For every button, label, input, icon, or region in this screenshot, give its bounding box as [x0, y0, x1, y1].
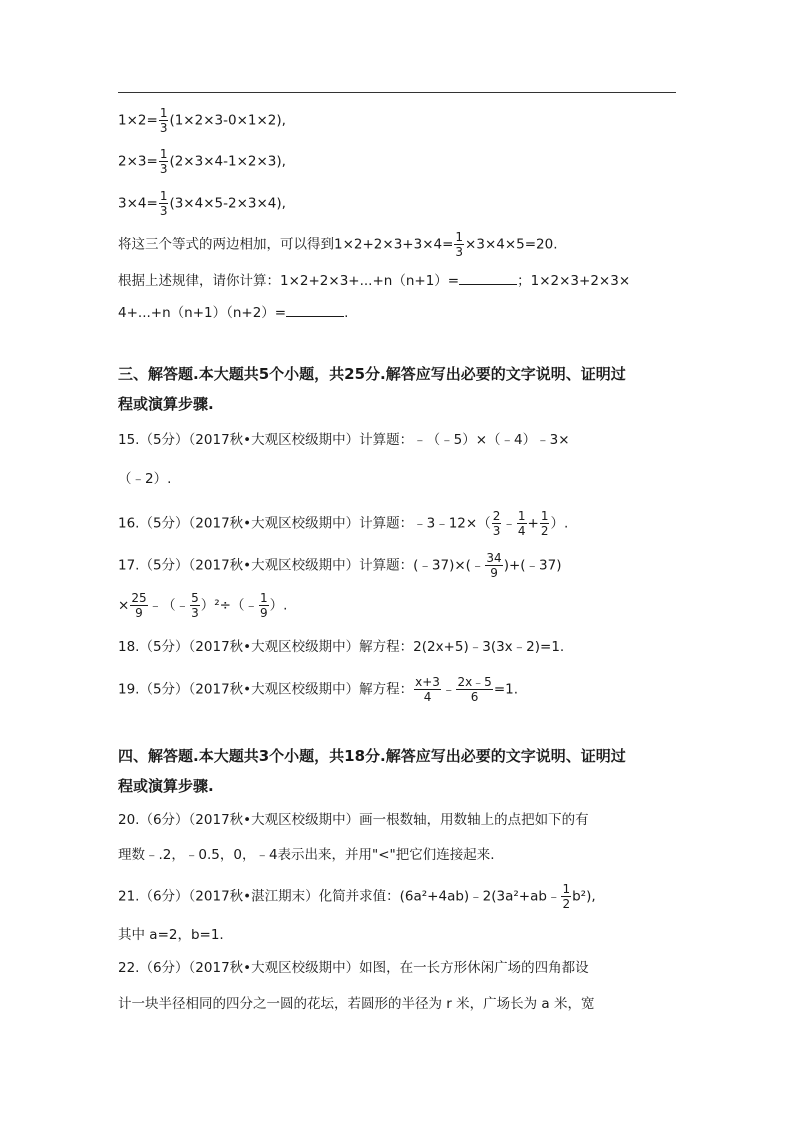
fraction: $\frac{1}{2}$ — [562, 882, 571, 911]
section-heading-4-cont: 程或演算步骤. — [118, 777, 214, 795]
question-15: 15.（5分）（2017秋•大观区校级期中）计算题：﹣（﹣5）×（﹣4）﹣3× — [118, 432, 570, 448]
question-17-cont: × $\frac{25}{9}$ ﹣（﹣ $\frac{5}{3}$ ）²÷（﹣ $\frac{1}{9}$ ）. — [118, 591, 288, 620]
question-22-cont: 计一块半径相同的四分之一圆的花坛，若圆形的半径为 r 米，广场长为 a 米，宽 — [118, 996, 595, 1012]
fraction: $\frac{1}{3}$ — [455, 230, 464, 259]
question-21-cont: 其中 a=2，b=1. — [118, 927, 224, 943]
fraction: $\frac{34}{9}$ — [486, 551, 502, 580]
fraction: $\frac{1}{3}$ — [159, 106, 168, 135]
question-20-cont: 理数﹣.2，﹣0.5，0，﹣4表示出来，并用"<"把它们连接起来. — [118, 847, 495, 863]
fraction: $\frac{1}{3}$ — [159, 189, 168, 218]
fraction: $\frac{x+3}{4}$ — [415, 675, 440, 704]
section-heading-3: 三、解答题.本大题共5个小题，共25分.解答应写出必要的文字说明、证明过 — [118, 365, 626, 383]
example-line-2: 2×3= $\frac{1}{3}$ (2×3×4-1×2×3), — [118, 147, 286, 176]
rule-line-1: 根据上述规律，请你计算：1×2+2×3+...+n（n+1）= ；1×2×3+2×3× — [118, 270, 630, 291]
question-16: 16.（5分）（2017秋•大观区校级期中）计算题：﹣3﹣12×（ $\frac{2}{3}$ ﹣ $\frac{1}{4}$ + $\frac{1}{2}$ ）. — [118, 509, 569, 538]
question-20: 20.（6分）（2017秋•大观区校级期中）画一根数轴，用数轴上的点把如下的有 — [118, 812, 589, 828]
fraction: $\frac{1}{4}$ — [517, 509, 526, 538]
sum-line: 将这三个等式的两边相加，可以得到1×2+2×3+3×4= $\frac{1}{3}$ ×3×4×5=20. — [118, 230, 558, 259]
example-line-3: 3×4= $\frac{1}{3}$ (3×4×5-2×3×4), — [118, 189, 286, 218]
example-line-1: 1×2= $\frac{1}{3}$ (1×2×3-0×1×2), — [118, 106, 286, 135]
answer-blank — [459, 270, 517, 285]
question-18: 18.（5分）（2017秋•大观区校级期中）解方程：2(2x+5)﹣3(3x﹣2)=1. — [118, 639, 565, 655]
fraction: $\frac{25}{9}$ — [131, 591, 147, 620]
fraction: $\frac{1}{2}$ — [540, 509, 549, 538]
answer-blank — [286, 302, 344, 317]
question-21: 21.（6分）（2017秋•湛江期末）化简并求值：(6a²+4ab)﹣2(3a²+ab﹣ $\frac{1}{2}$ b²), — [118, 882, 596, 911]
fraction: $\frac{1}{9}$ — [259, 591, 268, 620]
fraction: $\frac{2}{3}$ — [492, 509, 501, 538]
fraction: $\frac{1}{3}$ — [159, 147, 168, 176]
question-15-cont: （﹣2）. — [118, 471, 172, 487]
fraction: $\frac{2x﹣5}{6}$ — [457, 675, 492, 704]
section-heading-4: 四、解答题.本大题共3个小题，共18分.解答应写出必要的文字说明、证明过 — [118, 747, 626, 765]
header-rule — [118, 92, 676, 93]
section-heading-3-cont: 程或演算步骤. — [118, 395, 214, 413]
question-17: 17.（5分）（2017秋•大观区校级期中）计算题：(﹣37)×(﹣ $\frac{34}{9}$ )+(﹣37) — [118, 551, 562, 580]
rule-line-2: 4+...+n（n+1）（n+2）= . — [118, 302, 348, 323]
question-22: 22.（6分）（2017秋•大观区校级期中）如图，在一长方形休闲广场的四角都设 — [118, 960, 589, 976]
fraction: $\frac{5}{3}$ — [191, 591, 199, 620]
question-19: 19.（5分）（2017秋•大观区校级期中）解方程： $\frac{x+3}{4}$ ﹣ $\frac{2x﹣5}{6}$ =1. — [118, 675, 519, 704]
